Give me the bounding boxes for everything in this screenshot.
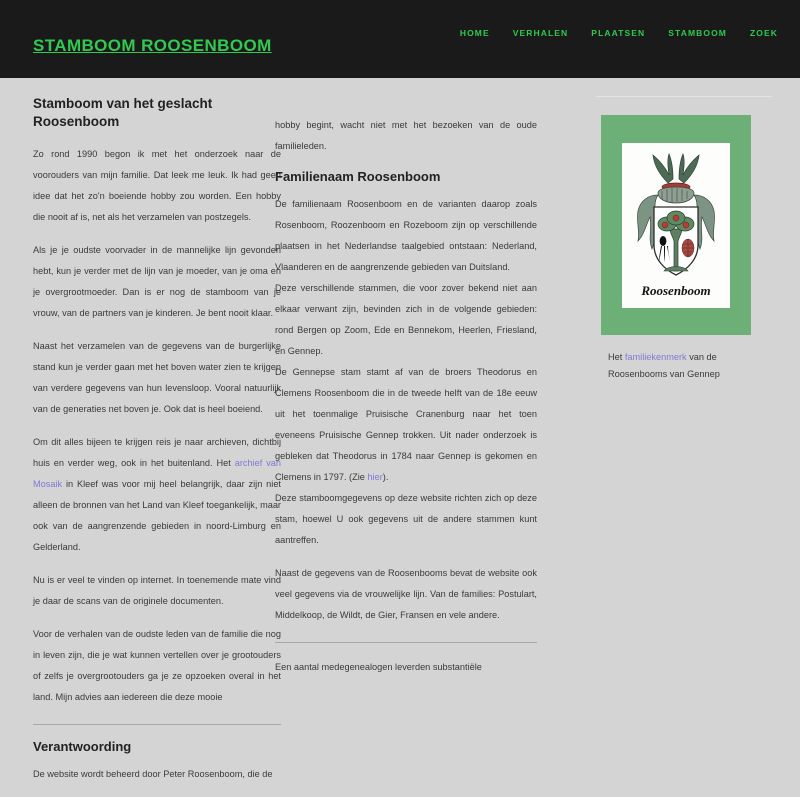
page-body <box>0 78 800 779</box>
nav-item-home[interactable]: HOME <box>459 28 490 38</box>
nav-item-verhalen[interactable]: VERHALEN <box>512 28 569 38</box>
paragraph-vrouwelijke-lijn: Naast de gegevens van de Roosenbooms bevat de website ook veel gegevens via de vrouwelijke lijn. Van de families: Postulart, Middelkoop, de Wildt, de Gier, Fransen en vele andere. <box>275 567 537 620</box>
section-divider-left <box>33 724 281 725</box>
crest-name-text: Roosenboom <box>641 283 711 298</box>
family-crest-inner <box>622 143 730 308</box>
paragraph-stamboomgegevens: Deze stamboomgegevens op deze website richten zich op deze stam, hoewel U ook gegevens uit de andere stammen kunt aantreffen. <box>275 492 537 545</box>
paragraph-gennepse-stam-part1: De Gennepse stam stamt af van de broers Theodorus en Clemens Roosenboom die in de tweede helft van de 18e eeuw uit het toenmalige Pruisische Cranenburg naar het toen eveneens Pruisische Gennep trokken. Uit nader onderzoek is gebleken dat Theodorus in 1784 naar Gennep is gekomen en Clemens in 1797. (Zie <box>275 366 537 482</box>
paragraph-gennepse-stam <box>275 362 537 488</box>
paragraph-gennepse-stam-part2: ). <box>382 471 389 482</box>
crest-caption <box>608 349 766 383</box>
paragraph-archieven-part2: in Kleef was voor mij heel belangrijk, daar zijn niet alleen de bronnen van het Land van Kleef toegankelijk, maar ook van de aangrenzende gebieden in noord-Limburg en Gelderland. <box>33 479 281 553</box>
paragraph-burgerlijke-stand: Naast het verzamelen van de gegevens van de burgerlijke stand kun je verder gaan met het boven water zien te krijgen van verdere gegevens van hun levensloop. Vooral natuurlijk van de generaties net boven je. Ook dat is heel boeiend. <box>33 341 281 415</box>
link-archief-van-mosaik[interactable]: archief van Mosaik <box>33 458 282 490</box>
link-familiekenmerk[interactable]: familiekenmerk <box>624 352 687 362</box>
paragraph-verhalen: Voor de verhalen van de oudste leden van de familie die nog in leven zijn, die je wat kunnen vertellen over je grootouders of zelfs je overgrootouders ga je ze opzoeken overal in het land. Mijn advies aan iedereen die deze mooie <box>33 629 281 703</box>
paragraph-verantwoording: De website wordt beheerd door Peter Roosenboom, die de <box>33 768 273 779</box>
nav-item-stamboom[interactable]: STAMBOOM <box>668 28 727 38</box>
site-brand-title[interactable]: STAMBOOM ROOSENBOOM <box>33 36 272 55</box>
paragraph-intro: Zo rond 1990 begon ik met het onderzoek naar de voorouders van mijn familie. Dat leek me leuk. Ik had geen idee dat het zo'n boeiende hobby zou worden. Een hobby die nooit af is, net als het verzamelen van postzegels. <box>33 149 281 223</box>
content-column-middle <box>275 115 537 690</box>
crest-caption-part2: van de Roosenbooms van Gennep <box>608 352 720 379</box>
main-navigation <box>460 28 778 38</box>
paragraph-internet: Nu is er veel te vinden op internet. In toenemende mate vind je daar de scans van de originele documenten. <box>33 575 281 607</box>
section-title-familienaam: Familienaam Roosenboom <box>275 169 441 184</box>
sidebar <box>596 96 772 383</box>
paragraph-archieven <box>33 432 281 558</box>
page-title: Stamboom van het geslacht Roosenboom <box>33 96 213 129</box>
sidebar-divider <box>596 96 772 97</box>
paragraph-medegenealogen: Een aantal medegenealogen leverden substantiële <box>275 661 482 672</box>
coat-of-arms-icon <box>624 145 728 305</box>
paragraph-oudste-voorvader: Als je je oudste voorvader in de mannelijke lijn gevonden hebt, kun je verder met de lijn van je moeder, van je oma en je overgrootmoeder. Dan is er nog de stamboom van je vrouw, van de partners van je kinderen. Je bent nooit klaar. <box>33 245 281 319</box>
site-header <box>0 0 800 78</box>
nav-item-zoek[interactable]: ZOEK <box>749 28 778 38</box>
section-title-verantwoording: Verantwoording <box>33 739 132 755</box>
nav-item-plaatsen[interactable]: PLAATSEN <box>591 28 646 38</box>
paragraph-stammen-gebieden: Deze verschillende stammen, die voor zover bekend niet aan elkaar verwant zijn, bevinden zich in de volgende gebieden: rond Bergen op Zoom, Ede en Bennekom, Heerlen, Friesland, en Gennep. <box>275 282 537 356</box>
paragraph-hobby-begint: hobby begint, wacht niet met het bezoeken van de oude familieleden. <box>275 120 537 151</box>
content-column-left <box>33 95 281 797</box>
section-divider-middle <box>275 642 537 643</box>
paragraph-archieven-part1: Om dit alles bijeen te krijgen reis je naar archieven, dichtbij huis en verder weg, ook in het buitenland. Het <box>33 437 281 469</box>
family-crest-image <box>601 115 751 335</box>
link-hier[interactable]: hier <box>367 471 383 482</box>
crest-caption-part1: Het <box>608 352 625 362</box>
paragraph-familienaam-varianten: De familienaam Roosenboom en de varianten daarop zoals Rosenboom, Roozenboom en Rozeboom zijn op verschillende plaatsen in het Nederlandse taalgebied ontstaan: Nederland, Vlaanderen en de aangrenzende gebieden van Duitsland. <box>275 198 537 272</box>
